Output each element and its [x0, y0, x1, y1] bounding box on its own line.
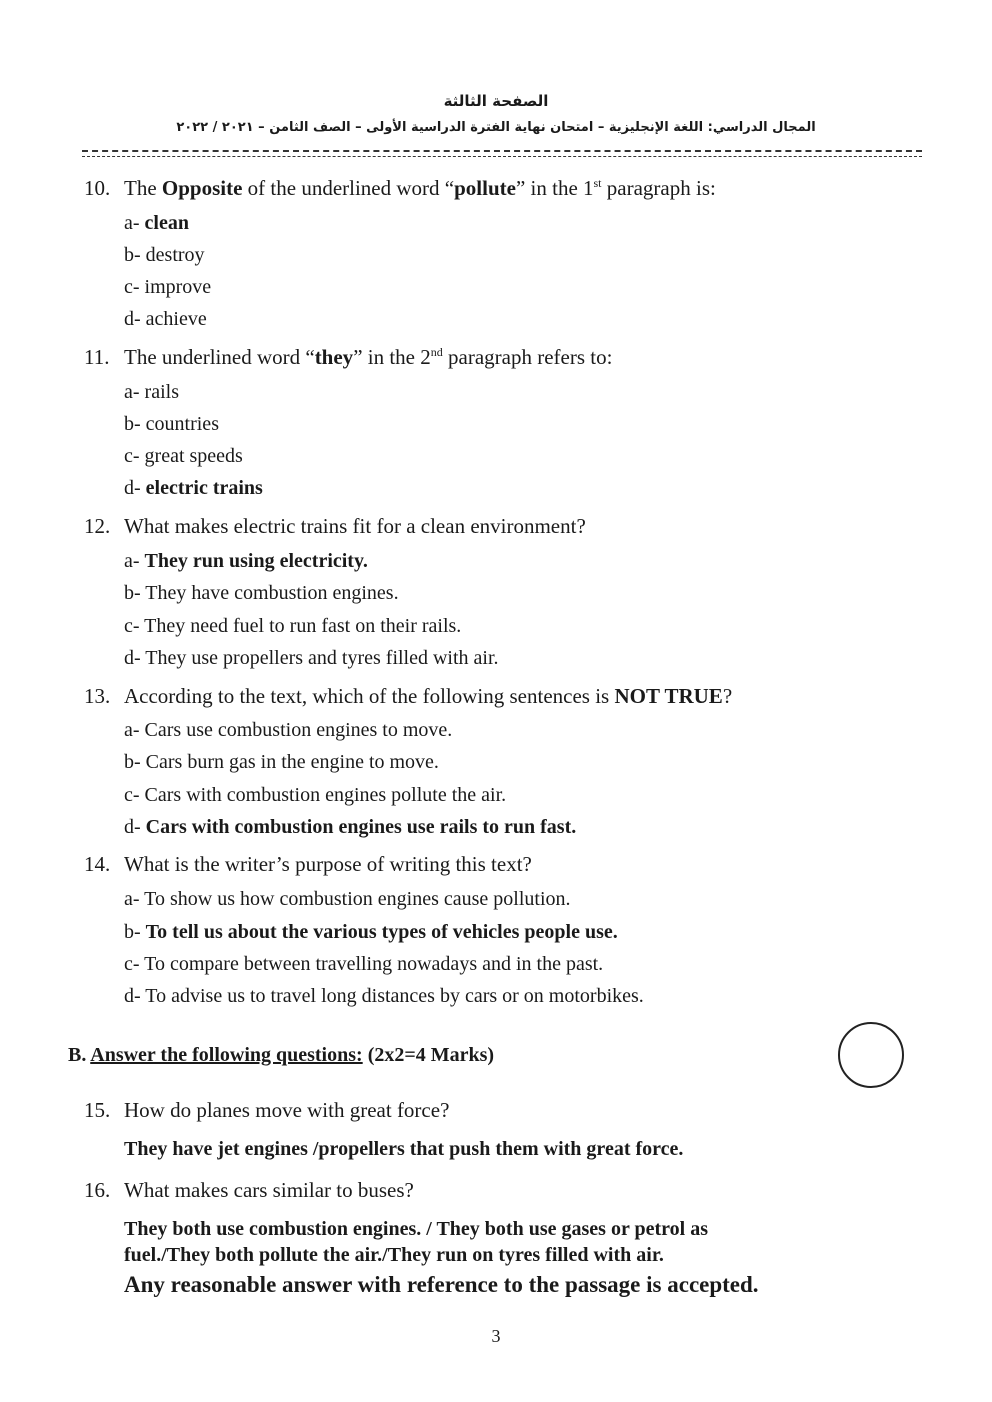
score-circle: [838, 1022, 904, 1088]
question-11: 11. The underlined word “they” in the 2nd paragraph refers to:: [84, 345, 613, 369]
option-11d: d- electric trains: [124, 477, 263, 499]
option-12d: d- They use propellers and tyres filled with air.: [124, 647, 499, 669]
question-13: 13. According to the text, which of the following sentences is NOT TRUE?: [84, 684, 733, 708]
option-13c: c- Cars with combustion engines pollute the air.: [124, 784, 507, 806]
page-label: الصفحة الثالثة: [443, 92, 549, 110]
option-10c: c- improve: [124, 276, 212, 298]
option-12b: b- They have combustion engines.: [124, 582, 399, 604]
option-13d: d- Cars with combustion engines use rails to run fast.: [124, 816, 577, 838]
answer-16-line-2: fuel./They both pollute the air./They run on tyres filled with air.: [124, 1244, 664, 1266]
question-10: 10. The Opposite of the underlined word “pollute” in the 1st paragraph is:: [84, 176, 716, 200]
header-divider: [82, 150, 922, 152]
exam-subtitle: المجال الدراسي: اللغة الإنجليزية – امتحان نهاية الفترة الدراسية الأولى – الصف الثامن – ٢٠٢١ / ٢٠٢٢: [176, 120, 816, 135]
option-14d: d- To advise us to travel long distances by cars or on motorbikes.: [124, 985, 644, 1007]
option-14b: b- To tell us about the various types of vehicles people use.: [124, 921, 618, 943]
option-14c: c- To compare between travelling nowadays and in the past.: [124, 953, 604, 975]
question-16: 16. What makes cars similar to buses?: [84, 1178, 414, 1202]
option-13a: a- Cars use combustion engines to move.: [124, 719, 453, 741]
marking-note: Any reasonable answer with reference to the passage is accepted.: [124, 1272, 759, 1297]
option-11b: b- countries: [124, 413, 219, 435]
option-11a: a- rails: [124, 381, 179, 403]
section-b-heading: B. Answer the following questions: (2x2=4 Marks): [68, 1044, 495, 1066]
answer-15: They have jet engines /propellers that push them with great force.: [124, 1138, 684, 1160]
option-10d: d- achieve: [124, 308, 207, 330]
option-10a: a- clean: [124, 212, 189, 234]
option-14a: a- To show us how combustion engines cause pollution.: [124, 888, 571, 910]
header-divider-2: [82, 156, 922, 157]
option-12a: a- They run using electricity.: [124, 550, 368, 572]
page-number: 3: [491, 1326, 501, 1346]
question-14: 14. What is the writer’s purpose of writing this text?: [84, 852, 532, 876]
option-10b: b- destroy: [124, 244, 205, 266]
option-11c: c- great speeds: [124, 445, 243, 467]
option-12c: c- They need fuel to run fast on their rails.: [124, 615, 462, 637]
answer-16-line-1: They both use combustion engines. / They both use gases or petrol as: [124, 1218, 708, 1240]
question-15: 15. How do planes move with great force?: [84, 1098, 450, 1122]
question-12: 12. What makes electric trains fit for a clean environment?: [84, 514, 586, 538]
option-13b: b- Cars burn gas in the engine to move.: [124, 751, 439, 773]
